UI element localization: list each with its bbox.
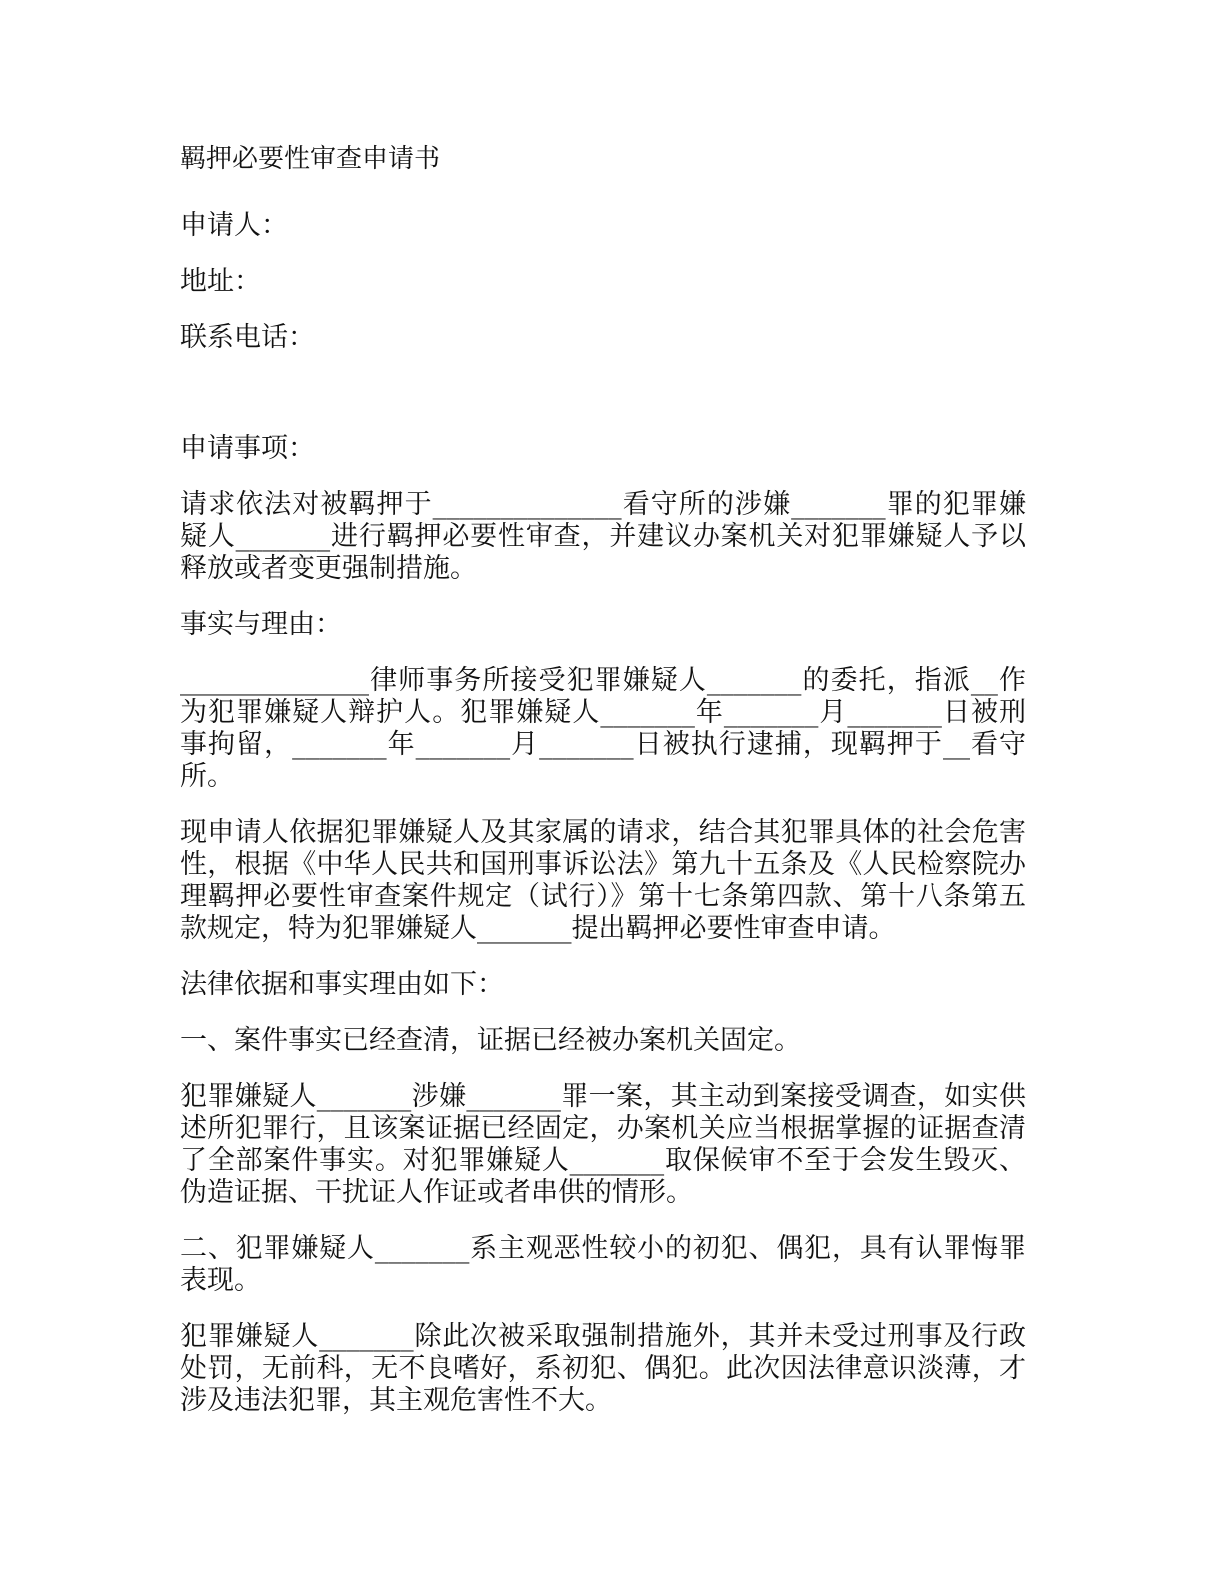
point-1-heading: 一、案件事实已经查清，证据已经被办案机关固定。 [180, 1025, 801, 1056]
applicant-label: 申请人： [180, 210, 288, 241]
facts-paragraph-1: ______________律师事务所接受犯罪嫌疑人_______的委托，指派__作为犯罪嫌疑人辩护人。犯罪嫌疑人_______年_______月_______日被刑事拘留，_______年_______月_______日被执行逮捕，现羁押于__看守所。 [180, 665, 1026, 792]
facts-heading: 事实与理由： [180, 609, 342, 640]
request-heading: 申请事项： [180, 433, 315, 464]
facts-paragraph-2: 现申请人依据犯罪嫌疑人及其家属的请求，结合其犯罪具体的社会危害性，根据《中华人民共和国刑事诉讼法》第九十五条及《人民检察院办理羁押必要性审查案件规定（试行）》第十七条第四款、第十八条第五款规定，特为犯罪嫌疑人_______提出羁押必要性审查申请。 [180, 817, 1026, 944]
request-body: 请求依法对被羁押于______________看守所的涉嫌_______罪的犯罪嫌疑人_______进行羁押必要性审查，并建议办案机关对犯罪嫌疑人予以释放或者变更强制措施。 [180, 489, 1026, 584]
legal-basis-heading: 法律依据和事实理由如下： [180, 969, 504, 1000]
address-label: 地址： [180, 266, 261, 297]
document-page [180, 143, 1026, 1441]
phone-label: 联系电话： [180, 322, 315, 353]
point-2-heading: 二、犯罪嫌疑人_______系主观恶性较小的初犯、偶犯，具有认罪悔罪表现。 [180, 1233, 1026, 1296]
point-1-body: 犯罪嫌疑人_______涉嫌_______罪一案，其主动到案接受调查，如实供述所犯罪行，且该案证据已经固定，办案机关应当根据掌握的证据查清了全部案件事实。对犯罪嫌疑人_______取保候审不至于会发生毁灭、伪造证据、干扰证人作证或者串供的情形。 [180, 1081, 1026, 1208]
point-2-body: 犯罪嫌疑人_______除此次被采取强制措施外，其并未受过刑事及行政处罚，无前科，无不良嗜好，系初犯、偶犯。此次因法律意识淡薄，才涉及违法犯罪，其主观危害性不大。 [180, 1321, 1026, 1416]
document-title: 羁押必要性审查申请书 [180, 144, 441, 174]
